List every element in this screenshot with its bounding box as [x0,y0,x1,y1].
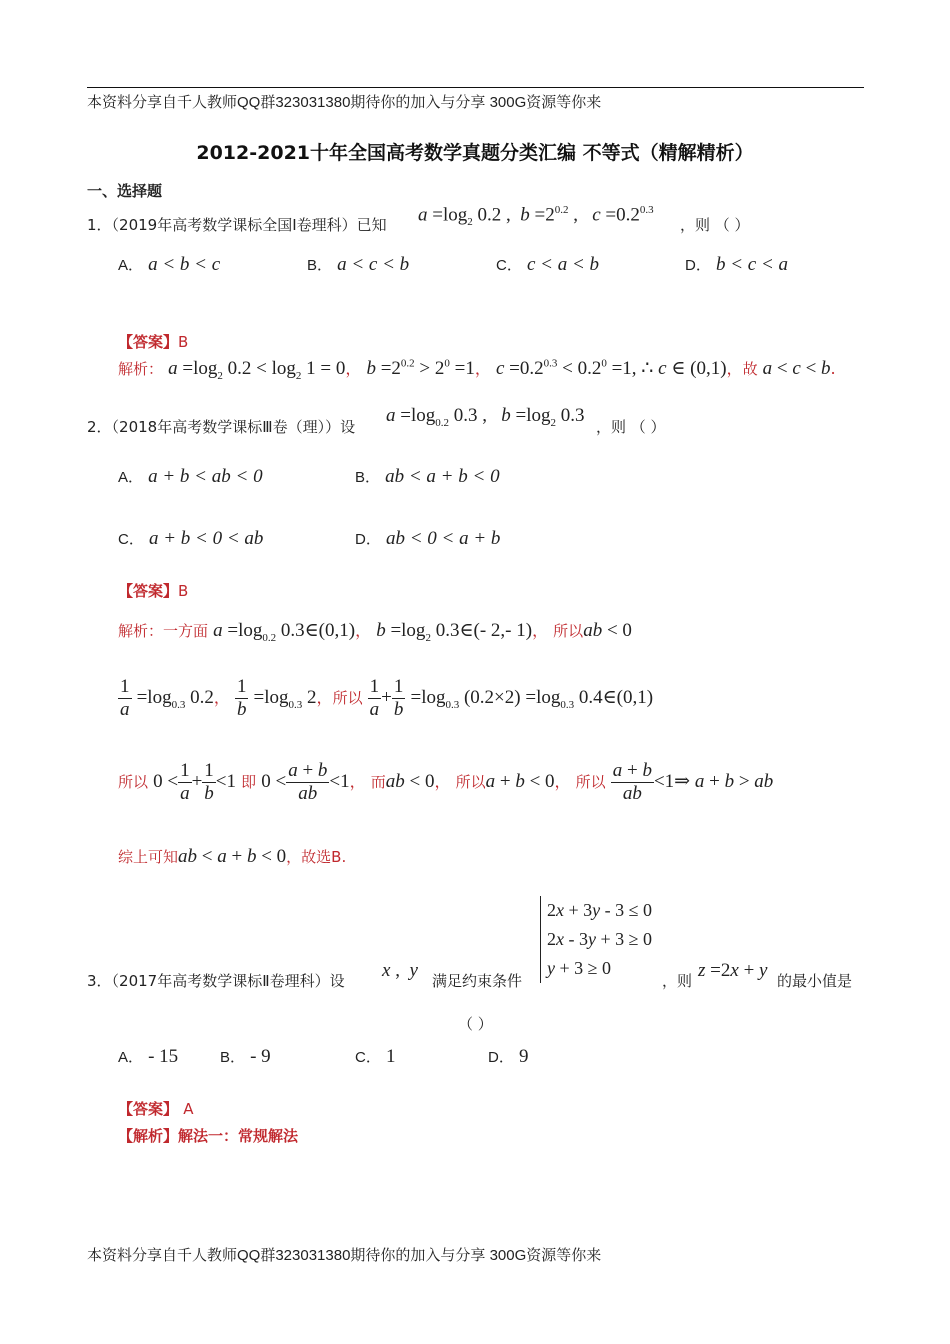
q3-answer [118,1098,194,1119]
q1-option-c-label: C． [496,257,522,274]
q2-answer [118,580,188,601]
q2-option-b-expr: ab < a + b < 0 [385,466,500,487]
q3-vars: x , y [382,960,418,981]
q1-answer [118,331,188,352]
q2-option-d-expr: ab < 0 < a + b [385,528,501,549]
q2-conclusion-post: ，故选B. [286,848,347,866]
q1-source: （2019年高考数学课标全国Ⅰ卷理科）已知 [111,216,387,234]
q1-analysis-label: 解析： [118,360,164,378]
q1-option-a[interactable] [118,254,220,276]
q1-analysis-end: 故 [742,360,758,378]
q3-option-b[interactable] [220,1046,271,1068]
q1-analysis-result: a < c < b [762,358,831,379]
q1-option-a-label: A． [118,257,144,274]
q2-stem [87,416,355,437]
q3-option-c[interactable] [355,1046,395,1068]
q2-option-d-label: D． [355,531,381,548]
q2-option-a[interactable] [118,466,263,488]
q1-option-d-expr: b < c < a [715,254,789,275]
q2-option-a-label: A． [118,469,144,486]
q3-answer-value: A [183,1100,194,1118]
q1-option-c[interactable] [496,254,599,276]
q1-analysis-formula: $a =\log_2$ $0.2 < \log_2 1 = 0$ [168,358,346,382]
q2-option-c-label: C． [118,531,144,548]
q3-option-a[interactable] [118,1046,178,1068]
q1-analysis-formula-b: $b =2^{0.2} > 2^0 =1$ [366,357,475,379]
q3-option-d[interactable] [488,1046,528,1068]
q2-given-formula: $a =\log_{0.2}$ 0.3 , $b =\log_2$ 0.3 [386,405,585,429]
q2-option-c[interactable] [118,528,263,550]
q2-analysis-line2: $\frac{1}{a}$ $=\log_{0.3}$ 0.2， $\frac{1}{b}$ $=\log_{0.3}$ 2，所以 $\frac{1}{a}$ + $\frac{1}{b}$ $=\log_{0.3}$ $(0.2\times 2) =\log_{0.3}$ 0.4∈(0,1) [120,676,654,720]
q1-stem [87,214,387,235]
q1-answer-value: B [178,333,189,351]
q1-analysis-formula-c: $c =0.2^{0.3} < 0.2^0 =1$, ∴ c ∈ (0,1) [495,357,727,379]
q1-option-d[interactable] [685,254,788,276]
q2-ji: 即 [241,773,257,791]
header-rule [87,87,864,88]
q1-option-a-expr: a < b < c [148,254,221,275]
q2-option-a-expr: a + b < ab < 0 [148,466,263,487]
q2-analysis-line3: 所以 0 < $\frac{1}{a}$ + $\frac{1}{b}$ <1 即 0 < $\frac{a + b}{ab}$ <1， 而ab < 0， 所以a + b < 0， 所以 $\frac{a + b}{ab}$ <1⇒ a + b > ab [118,760,774,804]
q3-option-a-label: A． [118,1049,144,1066]
q2-so2: 所以 [332,689,363,707]
q1-answer-label: 【答案】 [118,333,179,351]
q1-option-b[interactable] [307,254,409,276]
q1-tail: ，则 （ ） [680,216,750,234]
q2-line1-label: 解析：一方面 [118,622,209,640]
q2-analysis-line1: 解析：一方面 $a =\log_{0.2}$ 0.3∈(0,1)， $b =\log_2$ 0.3∈(- 2,- 1)， 所以ab < 0 [118,620,632,644]
section-heading: 一、选择题 [87,182,163,200]
q3-mid: 满足约束条件 [432,972,523,990]
q2-option-b-label: B． [355,469,381,486]
q3-number: 3． [87,972,112,990]
q2-tail: ，则 （ ） [596,418,666,436]
q3-option-d-label: D． [488,1049,514,1066]
q3-answer-label: 【答案】 [118,1100,179,1118]
page-footer: 本资料分享自千人教师QQ群323031380期待你的加入与分享 300G资源等你来 [87,1247,602,1264]
q3-option-d-expr: 9 [518,1046,529,1067]
q2-option-b[interactable] [355,466,500,488]
q2-er: 而 [370,773,386,791]
q3-objective: z =2x + y [698,960,768,981]
page-header: 本资料分享自千人教师QQ群323031380期待你的加入与分享 300G资源等你来 [87,94,602,111]
q3-option-a-expr: - 15 [148,1046,179,1067]
q1-number: 1． [87,216,112,234]
q3-option-c-expr: 1 [385,1046,396,1067]
q3-option-b-label: B． [220,1049,246,1066]
page-title: 2012-2021十年全国高考数学真题分类汇编 不等式（精解精析） [196,142,754,164]
q1-option-c-expr: c < a < b [526,254,600,275]
q3-option-c-label: C． [355,1049,381,1066]
q3-tail: ，则 [662,972,693,990]
q2-so5: 所以 [575,773,606,791]
q3-source: （2017年高考数学课标Ⅱ卷理科）设 [111,972,345,990]
q2-option-d[interactable] [355,528,500,550]
q1-analysis: 解析： $a =\log_2$ $0.2 < \log_2 1 = 0$， $b =2^{0.2} > 2^0 =1$， $c =0.2^{0.3} < 0.2^0 =1$, ∴ c ∈ (0,1)，故 a < c < b. [118,357,836,382]
q2-option-c-expr: a + b < 0 < ab [148,528,264,549]
q1-given-formula: $a =\log_2$ 0.2 , $b =2^{0.2}$ , $c =0.2^{0.3}$ [418,204,654,229]
q3-paren: （ ） [458,1015,493,1033]
q2-conclusion-pre: 综上可知 [118,848,179,866]
q2-answer-value: B [178,582,189,600]
q1-option-d-label: D． [685,257,711,274]
q1-option-b-label: B． [307,257,333,274]
q2-so4: 所以 [455,773,486,791]
q3-option-b-expr: - 9 [250,1046,271,1067]
q2-conclusion: 综上可知ab < a + b < 0，故选B. [118,846,347,867]
q2-answer-label: 【答案】 [118,582,179,600]
q3-stem [87,970,345,991]
q3-solution-heading: 【解析】解法一：常规解法 [118,1127,299,1145]
q3-constraint-system: 2x + 3y - 3 ≤ 0 2x - 3y + 3 ≥ 0 y + 3 ≥ 0 [540,896,652,983]
q2-number: 2． [87,418,112,436]
q2-so1: 所以 [553,622,584,640]
q1-option-b-expr: a < c < b [337,254,410,275]
q2-so3: 所以 [118,773,149,791]
q2-source: （2018年高考数学课标Ⅲ卷（理））设 [111,418,356,436]
q3-tail2: 的最小值是 [777,972,853,990]
